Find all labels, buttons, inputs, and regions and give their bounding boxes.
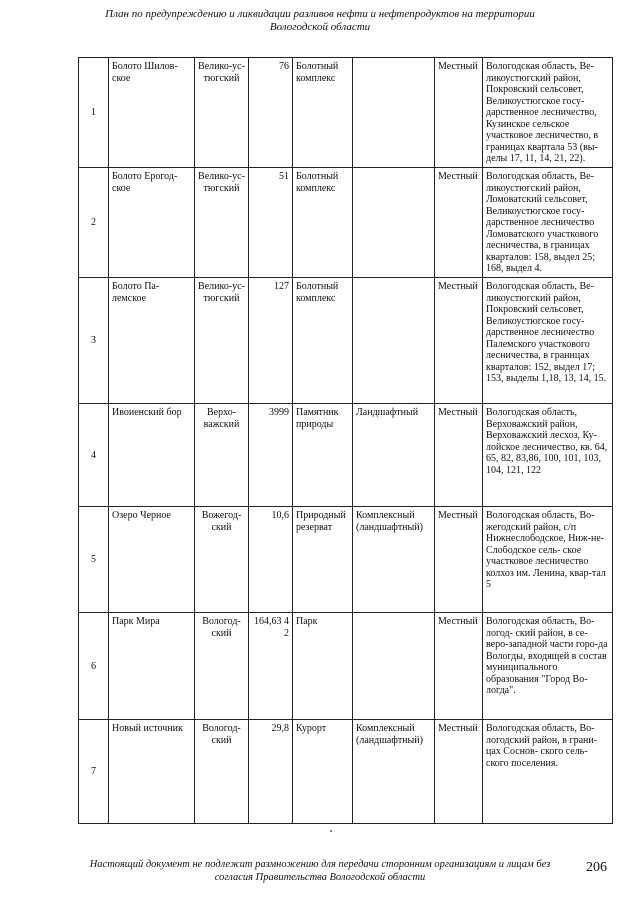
area-size: 3999 <box>249 404 293 507</box>
area-location: Вологодская область, Во-логод- ский район, в се-веро-западной части горо-да Вологды, входящей в состав муниципального образования "Город Во-логда". <box>483 613 613 720</box>
protected-areas-table <box>78 57 613 824</box>
area-status: Местный <box>435 404 483 507</box>
table-row <box>79 507 613 613</box>
area-status: Местный <box>435 58 483 168</box>
area-name: Парк Мира <box>109 613 195 720</box>
area-type: Болотный комплекс <box>293 168 353 278</box>
document-footer <box>60 858 580 884</box>
district: Верхо-важский <box>195 404 249 507</box>
row-number: 1 <box>79 58 109 168</box>
area-profile: Ландшафтный <box>353 404 435 507</box>
area-location: Вологодская область, Ве-ликоустюгский район, Покровский сельсовет, Великоустюгское госу-дарственное лесничество, Кузинское сельское участковое лесничество, в границах квартала 53 (вы-делы 17, 11, 14, 21, 22). <box>483 58 613 168</box>
row-number: 2 <box>79 168 109 278</box>
header-line-1: План по предупреждению и ликвидации разливов нефти и нефтепродуктов на территории <box>105 8 535 20</box>
area-size: 29,8 <box>249 720 293 824</box>
area-type: Парк <box>293 613 353 720</box>
area-location: Вологодская область, Ве-ликоустюгский район, Покровский сельсовет, Великоустюгское госу-дарственное лесничество Палемского участкового лесничества, в границах кварталов: 152, выдел 17; 153, выделы 1,18, 13, 14, 15. <box>483 278 613 404</box>
area-status: Местный <box>435 278 483 404</box>
district: Велико-ус-тюгский <box>195 168 249 278</box>
table-row <box>79 278 613 404</box>
area-status: Местный <box>435 168 483 278</box>
table-row <box>79 58 613 168</box>
district: Вожегод-ский <box>195 507 249 613</box>
table-row <box>79 720 613 824</box>
document-header <box>0 8 640 34</box>
area-location: Вологодская область, Верховажский район, Верховажский лесхоз, Ку-лойское лесничество, кв. 64, 65, 82, 83,86, 100, 101, 103, 104, 121, 122 <box>483 404 613 507</box>
district: Велико-ус-тюгский <box>195 278 249 404</box>
area-profile <box>353 168 435 278</box>
area-name: Болото Па-лемское <box>109 278 195 404</box>
area-profile <box>353 278 435 404</box>
district: Вологод-ский <box>195 613 249 720</box>
area-size: 127 <box>249 278 293 404</box>
area-status: Местный <box>435 507 483 613</box>
footer-line-2: согласия Правительства Вологодской области <box>214 872 426 883</box>
table-row <box>79 168 613 278</box>
area-name: Ивоиенский бор <box>109 404 195 507</box>
area-name: Болото Шилов-ское <box>109 58 195 168</box>
row-number: 5 <box>79 507 109 613</box>
page-number: 206 <box>586 860 607 875</box>
area-type: Болотный комплекс <box>293 278 353 404</box>
area-type: Природный резерват <box>293 507 353 613</box>
table-row <box>79 404 613 507</box>
district: Вологод-ский <box>195 720 249 824</box>
row-number: 3 <box>79 278 109 404</box>
scan-speck <box>330 830 332 832</box>
area-status: Местный <box>435 613 483 720</box>
area-name: Новый источник <box>109 720 195 824</box>
area-size: 164,63 4 2 <box>249 613 293 720</box>
area-name: Болото Ерогод-ское <box>109 168 195 278</box>
area-size: 76 <box>249 58 293 168</box>
area-location: Вологодская область, Ве-ликоустюгский район, Ломоватский сельсовет, Великоустюгское госу-дарственное лесничество Ломоватского участкового лесничества, в границах кварталов: 158, выдел 25; 168, выдел 4. <box>483 168 613 278</box>
area-location: Вологодская область, Во-логодский район, в грани-цах Соснов- ского сель-ского поселения. <box>483 720 613 824</box>
area-size: 10,6 <box>249 507 293 613</box>
area-name: Озеро Черное <box>109 507 195 613</box>
area-profile <box>353 613 435 720</box>
area-location: Вологодская область, Во-жегодский район, с/п Нижнеслободское, Ниж-не-Слободское сель- ское участковое лесничество колхоз им. Ленина, квар-тал 5 <box>483 507 613 613</box>
area-size: 51 <box>249 168 293 278</box>
header-line-2: Вологодской области <box>269 21 371 33</box>
area-status: Местный <box>435 720 483 824</box>
area-type: Курорт <box>293 720 353 824</box>
area-profile <box>353 58 435 168</box>
table-row <box>79 613 613 720</box>
area-profile: Комплексный (ландшафтный) <box>353 720 435 824</box>
area-profile: Комплексный (ландшафтный) <box>353 507 435 613</box>
area-type: Болотный комплекс <box>293 58 353 168</box>
row-number: 6 <box>79 613 109 720</box>
row-number: 7 <box>79 720 109 824</box>
district: Велико-ус-тюгский <box>195 58 249 168</box>
area-type: Памятник природы <box>293 404 353 507</box>
row-number: 4 <box>79 404 109 507</box>
footer-line-1: Настоящий документ не подлежит размножению для передачи сторонним организациям и лицам без <box>89 859 551 870</box>
